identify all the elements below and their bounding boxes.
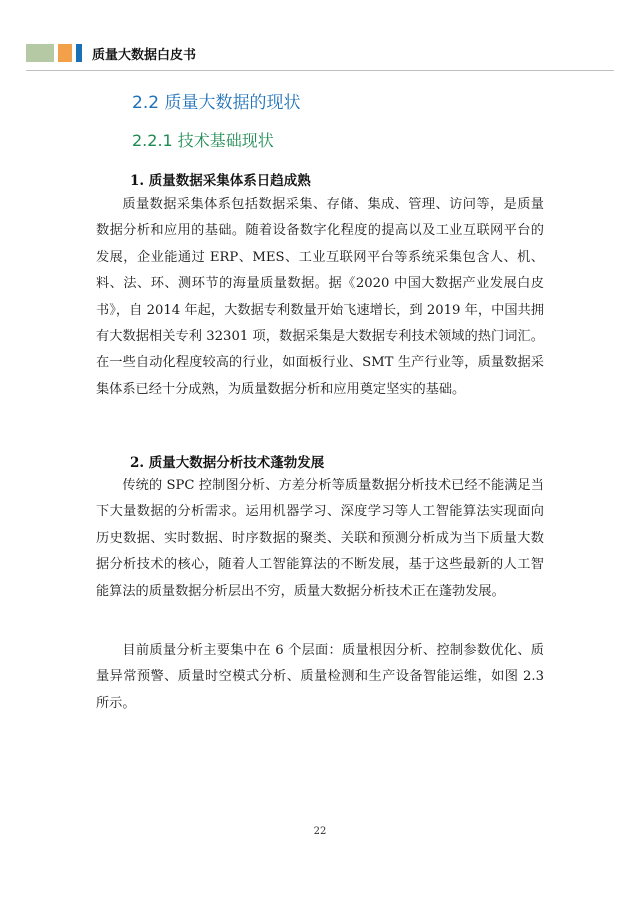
page-header: [26, 44, 196, 62]
header-green-block: [26, 44, 54, 62]
item-2-heading: 2. 质量大数据分析技术蓬勃发展: [130, 455, 325, 471]
header-divider: [26, 70, 614, 71]
subsection-title: 2.2.1 技术基础现状: [132, 131, 274, 150]
item-1-paragraph: 质量数据采集体系包括数据采集、存储、集成、管理、访问等，是质量数据分析和应用的基础。随着设备数字化程度的提高以及工业互联网平台的发展，企业能通过 ERP、MES、工业互联网平台等系统采集包含人、机、料、法、环、测环节的海量质量数据。据《2020 中国大数据产业发展白皮书》，自 2014 年起，大数据专利数量开始飞速增长，到 2019 年，中国共拥有大数据相关专利 32301 项，数据采集是大数据专利技术领域的热门词汇。在一些自动化程度较高的行业，如面板行业、SMT 生产行业等，质量数据采集体系已经十分成熟，为质量数据分析和应用奠定坚实的基础。: [96, 197, 544, 397]
item-2-paragraph-2: 目前质量分析主要集中在 6 个层面：质量根因分析、控制参数优化、质量异常预警、质量时空模式分析、质量检测和生产设备智能运维，如图 2.3 所示。: [96, 643, 544, 711]
item-1-heading: 1. 质量数据采集体系日趋成熟: [130, 173, 311, 189]
page-number: 22: [313, 826, 327, 837]
section-title: 2.2 质量大数据的现状: [132, 93, 301, 113]
header-blue-block: [76, 44, 82, 62]
item-2-paragraph-1: 传统的 SPC 控制图分析、方差分析等质量数据分析技术已经不能满足当下大量数据的分析需求。运用机器学习、深度学习等人工智能算法实现面向历史数据、实时数据、时序数据的聚类、关联和预测分析成为当下质量大数据分析技术的核心，随着人工智能算法的不断发展，基于这些最新的人工智能算法的质量数据分析层出不穷，质量大数据分析技术正在蓬勃发展。: [96, 478, 544, 599]
header-orange-block: [58, 44, 72, 62]
header-title: 质量大数据白皮书: [92, 47, 197, 63]
